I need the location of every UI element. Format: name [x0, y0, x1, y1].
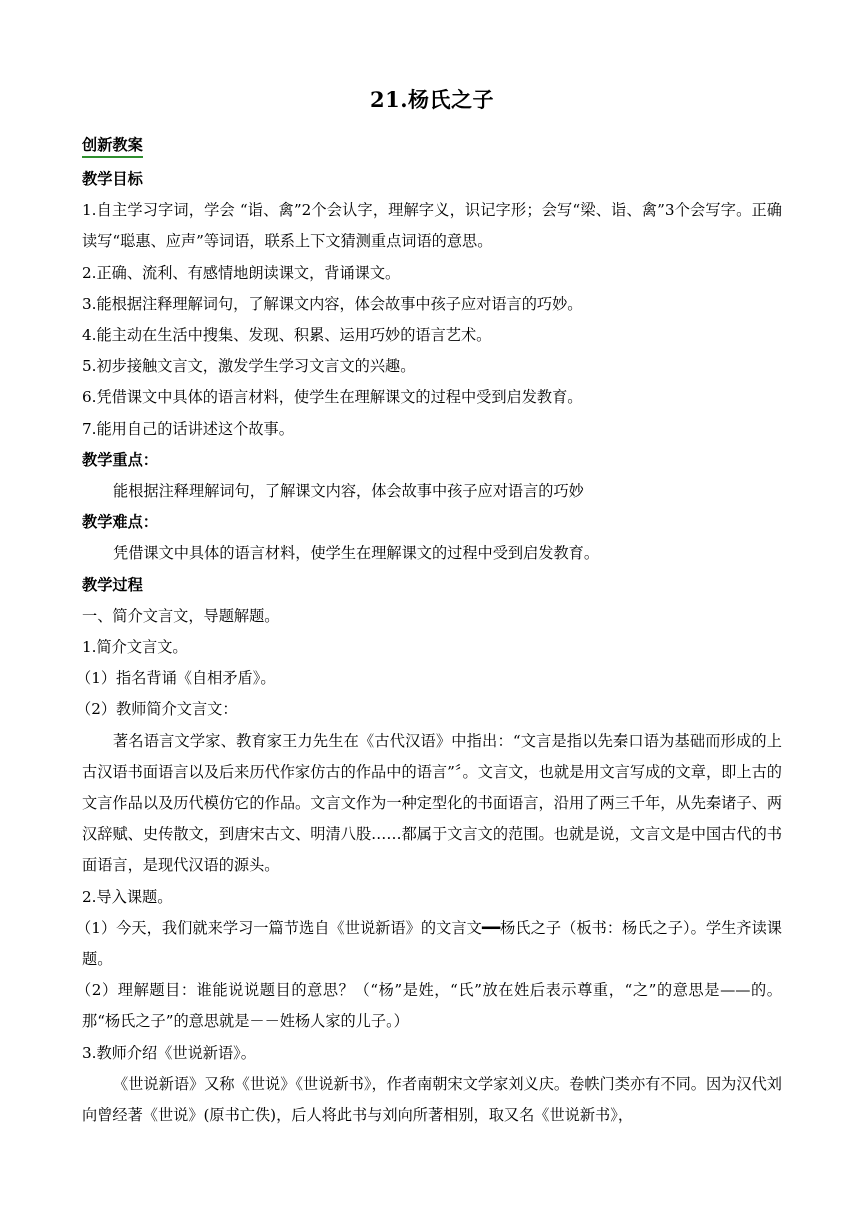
- process-step: 2.导入课题。: [82, 887, 173, 906]
- section-label: [82, 130, 782, 164]
- process-step: 3.教师介绍《世说新语》。: [82, 1043, 256, 1062]
- difficulty-heading: 教学难点：: [82, 513, 158, 532]
- shishuo-intro-paragraph: 《世说新语》又称《世说》《世说新书》，作者南朝宋文学家刘义庆。卷帙门类亦有不同。因为汉代刘向曾经著《世说》(原书亡佚)，后人将此书与刘向所著相别，取又名《世说新书》，: [82, 1074, 782, 1125]
- goal-item: 4.能主动在生活中搜集、发现、积累、运用巧妙的语言艺术。: [82, 326, 492, 345]
- goal-item: 1.自主学习字词，学会 “诣、禽”2个会认字，理解字义，识记字形；会写“梁、诣、禽”3个会写字。正确读写“聪惠、应声”等词语，联系上下文猜测重点词语的意思。: [82, 201, 782, 251]
- process-step: 1.简介文言文。: [82, 638, 188, 657]
- goal-item: 3.能根据注释理解词句，了解课文内容，体会故事中孩子应对语言的巧妙。: [82, 294, 583, 313]
- key-text: 能根据注释理解词句，了解课文内容，体会故事中孩子应对语言的巧妙: [113, 482, 584, 501]
- process-heading: 教学过程: [82, 575, 143, 594]
- section-label-text: 创新教案: [82, 134, 143, 158]
- goal-item: 2.正确、流利、有感情地朗读课文，背诵课文。: [82, 263, 401, 282]
- goal-item: 5.初步接触文言文，激发学生学习文言文的兴趣。: [82, 357, 416, 376]
- process-substep: （1）指名背诵《自相矛盾》。: [76, 669, 276, 688]
- difficulty-text: 凭借课文中具体的语言材料，使学生在理解课文的过程中受到启发教育。: [113, 544, 599, 563]
- key-heading: 教学重点：: [82, 450, 158, 469]
- goals-heading: 教学目标: [82, 170, 143, 188]
- goal-item: 7.能用自己的话讲述这个故事。: [82, 419, 294, 438]
- process-substep: （1）今天，我们就来学习一篇节选自《世说新语》的文言文━━杨氏之子（板书：杨氏之子）。学生齐读课题。: [76, 918, 782, 969]
- goal-item: 6.凭借课文中具体的语言材料，使学生在理解课文的过程中受到启发教育。: [82, 388, 583, 407]
- document-page: [76, 84, 782, 1131]
- document-title: 21.杨氏之子: [369, 87, 495, 112]
- process-substep: （2）教师简介文言文：: [76, 700, 238, 719]
- process-substep: （2）理解题目：谁能说说题目的意思？（“杨”是姓，“氏”放在姓后表示尊重，“之”的意思是——的。那“杨氏之子”的意思就是－－姓杨人家的儿子。）: [76, 981, 782, 1031]
- classical-intro-paragraph: 著名语言文学家、教育家王力先生在《古代汉语》中指出：“文言是指以先秦口语为基础而形成的上古汉语书面语言以及后来历代作家仿古的作品中的语言”〞。文言文，也就是用文言写成的文章，即上古的文言作品以及历代模仿它的作品。文言文作为一种定型化的书面语言，沿用了两三千年，从先秦诸子、两汉辞赋、史传散文，到唐宋古文、明清八股……都属于文言文的范围。也就是说，文言文是中国古代的书面语言，是现代汉语的源头。: [82, 731, 782, 875]
- process-step: 一、简介文言文，导题解题。: [82, 606, 280, 625]
